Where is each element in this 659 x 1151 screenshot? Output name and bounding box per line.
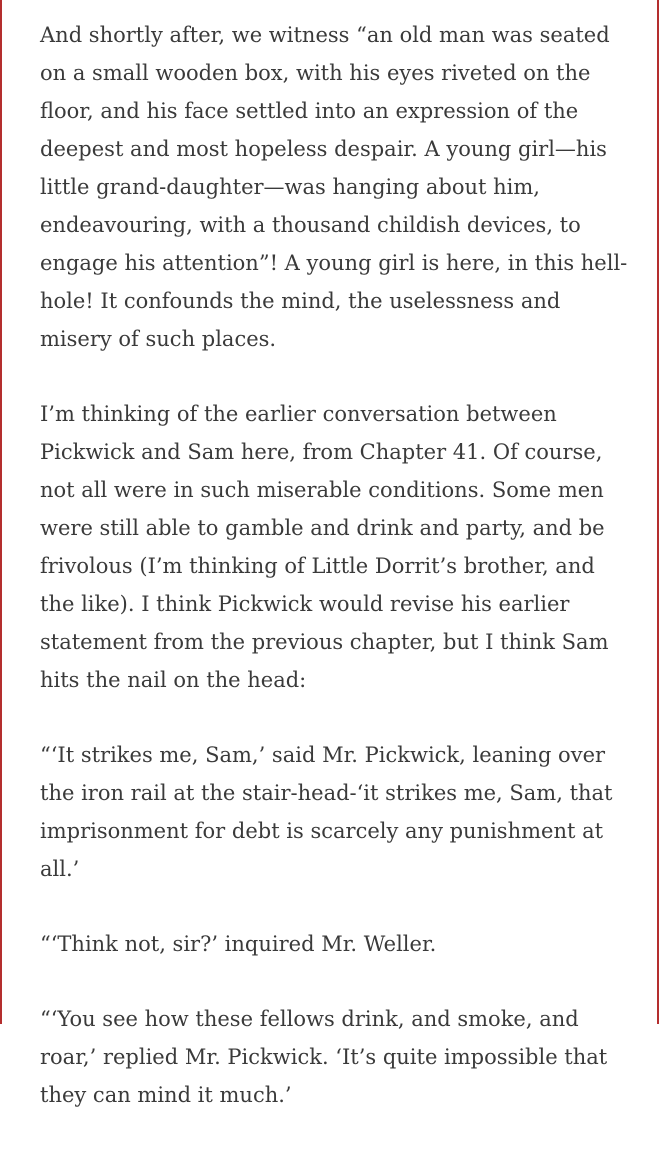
quote-weller-reply: “‘Think not, sir?’ inquired Mr. Weller. — [40, 932, 437, 956]
quote-pickwick-imprisonment: “‘It strikes me, Sam,’ said Mr. Pickwick, leaning over the iron rail at the stair-head-‘it strikes me, Sam, that imprisonment for debt is scarcely any punishment at all.’ — [40, 743, 613, 881]
article-body — [40, 16, 630, 1151]
left-border — [0, 0, 2, 1024]
paragraph-pickwick-sam: I’m thinking of the earlier conversation between Pickwick and Sam here, from Chapter 41. Of course, not all were in such miserable conditions. Some men were still able to gamble and drink and party, and be frivolous (I’m thinking of Little Dorrit’s brother, and the like). I think Pickwick would revise his earlier statement from the previous chapter, but I think Sam hits the nail on the head: — [40, 402, 609, 692]
quote-pickwick-fellows: “‘You see how these fellows drink, and smoke, and roar,’ replied Mr. Pickwick. ‘It’s quite impossible that they can mind it much.’ — [40, 1007, 608, 1107]
paragraph-old-man: And shortly after, we witness “an old man was seated on a small wooden box, with his eyes riveted on the floor, and his face settled into an expression of the deepest and most hopeless despair. A young girl—his little grand-daughter—was hanging about him, endeavouring, with a thousand childish devices, to engage his attention”! A young girl is here, in this hell-hole! It confounds the mind, the uselessness and misery of such places. — [40, 23, 628, 351]
